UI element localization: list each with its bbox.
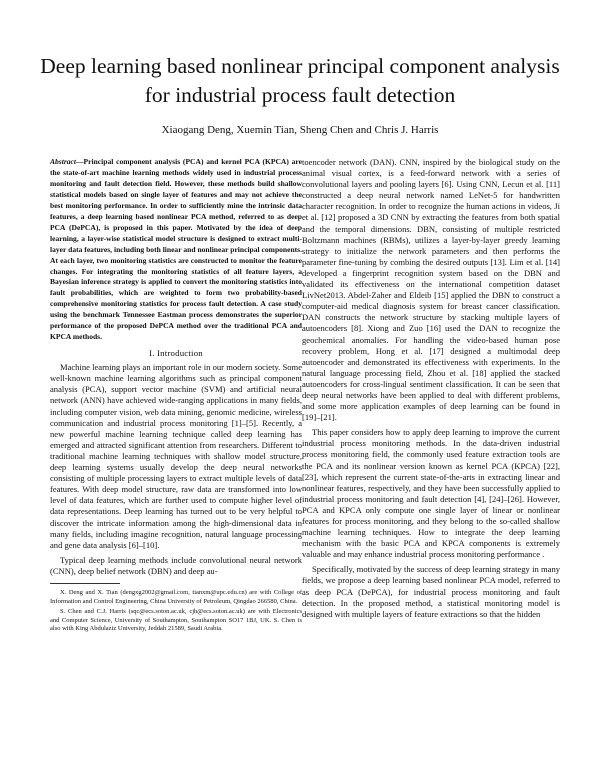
right-paragraph-1: toencoder network (DAN). CNN, inspired by the biological study on the animal visual cortex, is a feed-forward network with a series of convolutional layers and pooling layers [6]. Using CNN, Lecun et al. [11] constructed a deep neural network named LeNet-5 for handwritten character recognition. In order to recognize the human actions in videos, Ji et al. [12] proposed a 3D CNN by extracting the features from both spatial and the temporal dimensions. DBN, consisting of multiple restricted Boltzmann machines (RBMs), utilizes a layer-by-layer greedy learning strategy to initialize the network parameters and then performs the parameter fine-tuning by combing the desired outputs [13]. Lim et al. [14] developed a fingerprint recognition system based on the DBN and validated its effectiveness on the international competition dataset LivNet2013. Abdel-Zaher and Eldeib [15] applied the DBN to construct a computer-aid medical diagnosis system for breast cancer classification. DAN constructs the network structure by stacking multiple layers of autoencoders [8]. Xiong and Zuo [16] used the DAN to recognize the geochemical anomalies. For handling the video-based human pose recovery problem, Hong et al. [17] designed a multimodal deep autoencoder and demonstrated its effectiveness with experiments. In the natural language processing field, Zhou et al. [18] applied the stacked autoencoders for cross-lingual sentiment classification. It can be seen that deep neural networks have been applied to deal with different problems, and some more application examples of deep learning can be found in [19]–[21]. (302, 157, 560, 423)
abstract (50, 157, 302, 343)
right-column (302, 157, 560, 620)
abstract-label: Abstract— (50, 157, 84, 166)
right-paragraph-2: This paper considers how to apply deep learning to improve the current industrial process monitoring methods. In the data-driven industrial process monitoring field, the commonly used feature extraction tools are the PCA and its nonlinear version known as kernel PCA (KPCA) [22], [23], which represent the current state-of-the-arts in extracting linear and nonlinear features, respectively, and they have been successfully applied to industrial process monitoring and fault detection [4], [24]–[26]. However, PCA and KPCA only compute one single layer of linear or nonlinear features for process monitoring, and they belong to the so-called shallow machine learning techniques. How to integrate the deep learning mechanism with the basic PCA and KPCA components is extremely valuable and may enhance industrial process monitoring performance . (302, 427, 560, 560)
footnote-1: X. Deng and X. Tian (dengxg2002@gmail.com, tianxm@upc.edu.cn) are with College of Information and Control Engineering, China University of Petroleum, Qingdao 266580, China. (50, 588, 302, 605)
author-list: Xiaogang Deng, Xuemin Tian, Sheng Chen and Chris J. Harris (161, 124, 439, 136)
left-paragraph-1: Machine learning plays an important role in our modern society. Some well-known machine learning algorithms such as principal component analysis (PCA), support vector machine (SVM) and artificial neural network (ANN) have achieved wide-ranging applications in many fields, including computer vision, web data mining, genomic medicine, wireless communication and industrial process monitoring [1]–[5]. Recently, a new powerful machine learning technique called deep learning has emerged and attracted significant attention from researchers. Different to traditional machine learning techniques with shallow model structure, deep learning systems usually develop the deep neural networks consisting of multiple processing layers to extract multiple levels of data features. With deep model structure, raw data are transformed into low level of data features, which are further used to compute higher level of data representations. Deep learning has turned out to be very helpful to discover the intricate information among the high-dimensional data in many fields, including imagine recognition, natural language processing and gene data analysis [6]–[10]. (50, 362, 302, 550)
footnote-divider (50, 583, 120, 584)
section-heading-introduction: I. Introduction (149, 348, 203, 359)
right-paragraph-3: Specifically, motivated by the success of deep learning strategy in many fields, we propose a deep learning based nonlinear PCA model, referred to as deep PCA (DePCA), for industrial process monitoring and fault detection. In the proposed method, a statistical monitoring model is designed with multiple layers of feature extractions so that the hidden (302, 564, 560, 619)
left-paragraph-2: Typical deep learning methods include convolutional neural network (CNN), deep belief network (DBN) and deep au- (50, 554, 302, 576)
footnote-2: S. Chen and C.J. Harris (sqc@ecs.soton.ac.uk, cjh@ecs.soton.ac.uk) are with Electronics and Computer Science, University of Southampton, Southampton SO17 1BJ, UK. S. Chen is also with King Abdulaziz University, Jeddah 21589, Saudi Arabia. (50, 608, 302, 633)
abstract-text: Principal component analysis (PCA) and kernel PCA (KPCA) are the state-of-art machine learning methods widely used in industrial process monitoring and fault detection field. However, these methods build shallow statistical models based on single layer of features and may not achieve the best monitoring performance. In order to sufficiently mine the intrinsic data features, a deep learning based nonlinear PCA method, referred to as deep PCA (DePCA), is proposed in this paper. Motivated by the idea of deep learning, a layer-wise statistical model structure is designed to extract multi-layer data features, including both linear and nonlinear principal components. At each layer, two monitoring statistics are constructed to monitor the feature changes. For integrating the monitoring statistics of all feature layers, a Bayesian inference strategy is applied to convert the monitoring statistics into fault probabilities, which are weighted to form two probability-based comprehensive monitoring statistics for process fault detection. A case study using the benchmark Tennessee Eastman process demonstrates the superior performance of the proposed DePCA method over the traditional PCA and KPCA methods. (50, 157, 302, 342)
paper-title: Deep learning based nonlinear principal component analysis for industrial process fault detection (40, 54, 560, 107)
left-column (50, 157, 302, 634)
